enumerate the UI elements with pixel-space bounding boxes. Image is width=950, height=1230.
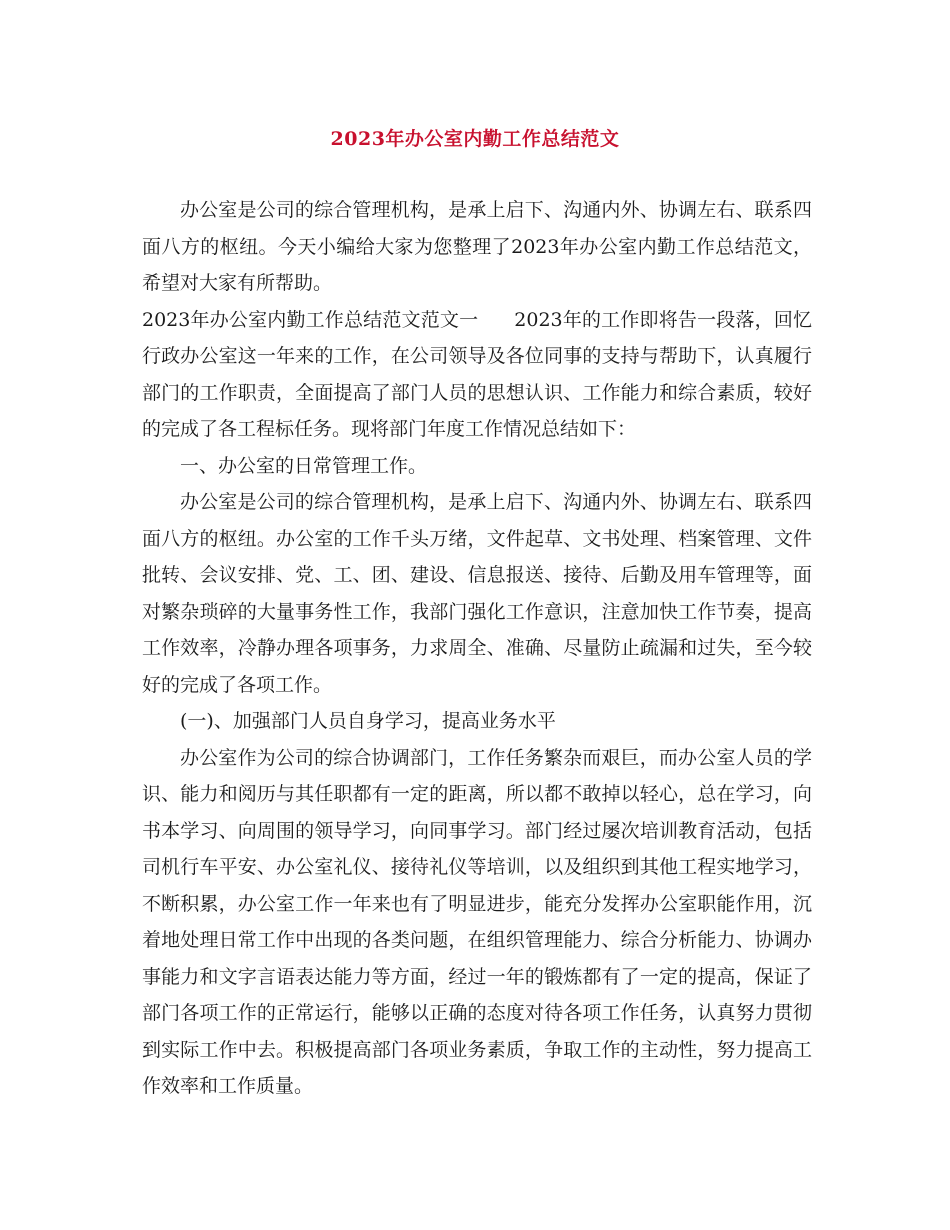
document-body	[142, 192, 812, 1105]
document-title: 2023年办公室内勤工作总结范文	[330, 128, 620, 150]
paragraph-1: 办公室是公司的综合管理机构，是承上启下、沟通内外、协调左右、联系四面八方的枢纽。办公室的工作千头万绪，文件起草、文书处理、档案管理、文件批转、会议安排、党、工、团、建设、信息报送、接待、后勤及用车管理等，面对繁杂琐碎的大量事务性工作，我部门强化工作意识，注意加快工作节奏，提高工作效率，冷静办理各项事务，力求周全、准确、尽量防止疏漏和过失，至今较好的完成了各项工作。	[142, 491, 812, 696]
intro-paragraph: 办公室是公司的综合管理机构，是承上启下、沟通内外、协调左右、联系四面八方的枢纽。今天小编给大家为您整理了2023年办公室内勤工作总结范文，希望对大家有所帮助。	[142, 199, 812, 294]
section-title: 2023年办公室内勤工作总结范文范文一	[142, 308, 479, 331]
section-lead: 2023年的工作即将告一段落，回忆行政办公室这一年来的工作，在公司领导及各位同事的支持与帮助下，认真履行部门的工作职责，全面提高了部门人员的思想认识、工作能力和综合素质，较好的完成了各工程标任务。现将部门年度工作情况总结如下：	[142, 308, 813, 440]
heading-2: (一)、加强部门人员自身学习，提高业务水平	[180, 710, 556, 732]
heading-1: 一、办公室的日常管理工作。	[180, 454, 428, 477]
section-paragraph	[142, 302, 812, 448]
paragraph-2: 办公室作为公司的综合协调部门，工作任务繁杂而艰巨，而办公室人员的学识、能力和阅历与其任职都有一定的距离，所以都不敢掉以轻心，总在学习，向书本学习、向周围的领导学习，向同事学习。部门经过屡次培训教育活动，包括司机行车平安、办公室礼仪、接待礼仪等培训，以及组织到其他工程实地学习，不断积累，办公室工作一年来也有了明显进步，能充分发挥办公室职能作用，沉着地处理日常工作中出现的各类问题，在组织管理能力、综合分析能力、协调办事能力和文字言语表达能力等方面，经过一年的锻炼都有了一定的提高，保证了部门各项工作的正常运行，能够以正确的态度对待各项工作任务，认真努力贯彻到实际工作中去。积极提高部门各项业务素质，争取工作的主动性，努力提高工作效率和工作质量。	[142, 746, 812, 1097]
